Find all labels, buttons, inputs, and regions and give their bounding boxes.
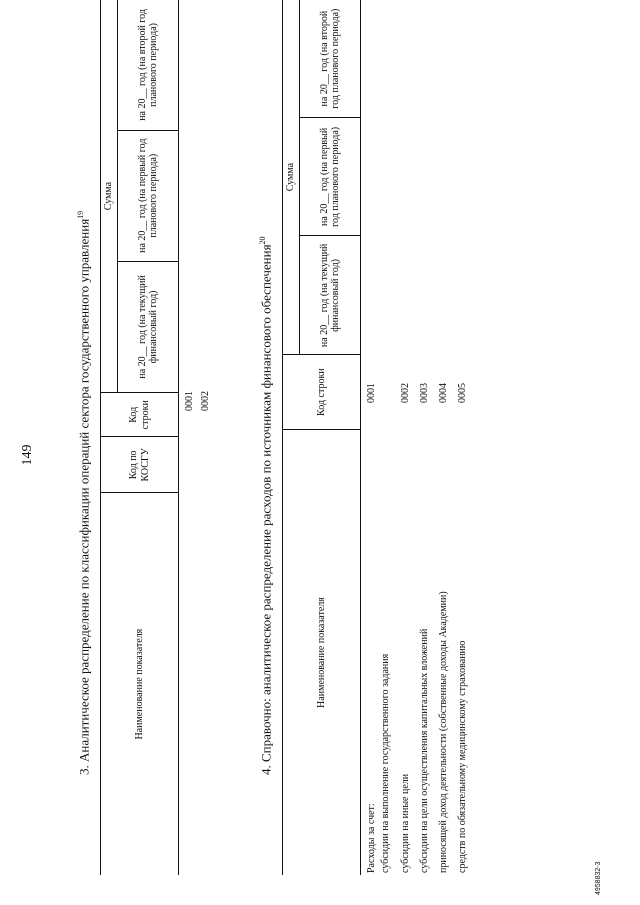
header-kosgu-code: Код по КОСГУ (101, 437, 179, 493)
header-first-plan-year: на 20__ год (на первый год планового периода) (300, 118, 361, 236)
row-label-expenses-by: Расходы за счет: (366, 803, 377, 873)
header-first-plan-year: на 20__ год (на первый год планового периода) (118, 130, 179, 261)
funding-sources-table (282, 0, 361, 875)
header-sum: Сумма (101, 0, 118, 393)
header-row-code: Код строки (101, 393, 179, 437)
document-number: 4958832-3 (595, 861, 602, 895)
header-current-year: на 20__ год (на текущий финансовый год) (118, 261, 179, 392)
row-code-0002: 0002 (400, 383, 411, 403)
header-sum: Сумма (283, 0, 300, 355)
footnote-19: 19 (76, 210, 85, 219)
section-3-title-text: 3. Аналитическое распределение по классификации операций сектора государственного управления (76, 218, 92, 775)
row-code-0001: 0001 (184, 391, 195, 411)
header-second-plan-year: на 20__ год (на второй год планового периода) (118, 0, 179, 130)
header-current-year: на 20__ год (на текущий финансовый год) (300, 236, 361, 355)
header-row-code: Код строки (283, 355, 361, 430)
row-code-0005: 0005 (457, 383, 468, 403)
header-indicator-name: Наименование показателя (283, 430, 361, 875)
header-indicator-name: Наименование показателя (101, 493, 179, 875)
section-3-title (76, 211, 92, 775)
footnote-20: 20 (258, 236, 267, 245)
row-label-capital-investment-subsidy: субсидии на цели осуществления капитальных вложений (419, 628, 430, 873)
row-code-0004: 0004 (438, 383, 449, 403)
row-label-state-task-subsidy: субсидии на выполнение государственного задания (380, 653, 391, 873)
row-code-0003: 0003 (419, 383, 430, 403)
row-code-0001: 0001 (366, 383, 377, 403)
section-4-title-text: 4. Справочно: аналитическое распределение расходов по источникам финансового обеспечения (258, 244, 274, 775)
row-label-income-activity: приносящей доход деятельности (собственные доходы Академии) (438, 591, 449, 873)
row-label-other-subsidy: субсидии на иные цели (400, 773, 411, 873)
page-number: 149 (20, 444, 35, 466)
row-code-0002: 0002 (200, 391, 211, 411)
row-label-medical-insurance: средств по обязательному медицинскому страхованию (457, 640, 468, 873)
header-second-plan-year: на 20__ год (на второй год планового периода) (300, 0, 361, 118)
section-4-title (258, 236, 274, 775)
kosgu-distribution-table (100, 0, 179, 875)
